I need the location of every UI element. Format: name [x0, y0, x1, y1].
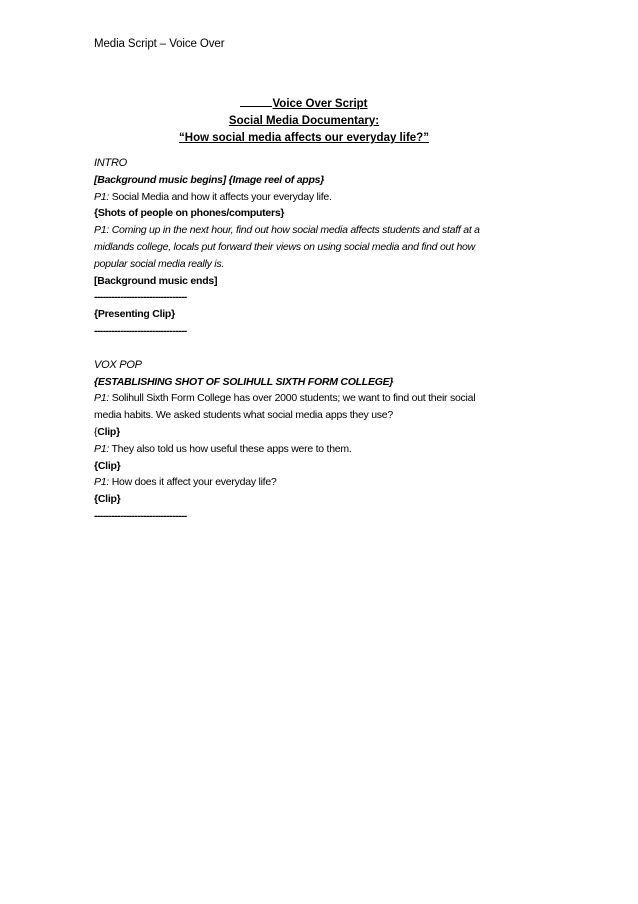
voxpop-p3-line: P1: How does it affect your everyday life?: [94, 476, 277, 489]
intro-p1-line: P1: Social Media and how it affects your everyday life.: [94, 190, 332, 203]
voxpop-cue-establishing-shot: {ESTABLISHING SHOT OF SOLIHULL SIXTH FORM COLLEGE}: [94, 375, 394, 388]
intro-cue-shots: {Shots of people on phones/computers}: [94, 207, 285, 220]
title-underline-lead: [240, 95, 272, 107]
voxpop-heading: VOX POP: [94, 358, 142, 371]
intro-divider-2: --------------------------------: [94, 324, 187, 337]
intro-cue-music-begins: [Background music begins] {Image reel of apps}: [94, 173, 325, 186]
voxpop-divider: --------------------------------: [94, 509, 187, 522]
page-header: Media Script – Voice Over: [94, 38, 225, 50]
title-line-1: Voice Over Script: [94, 95, 514, 113]
intro-p2-line-2: midlands college, locals put forward their views on using social media and find out how: [94, 240, 475, 253]
intro-heading: INTRO: [94, 157, 127, 169]
voxpop-clip-1: {Clip}: [94, 425, 120, 438]
voxpop-clip-3: {Clip}: [94, 493, 121, 506]
title-block: [94, 95, 514, 147]
title-line-2: Social Media Documentary:: [228, 115, 380, 127]
section-gap: [94, 340, 544, 357]
intro-p2-line-3: popular social media really is.: [94, 257, 224, 270]
title-line-3: “How social media affects our everyday life?”: [179, 132, 429, 144]
intro-divider-1: --------------------------------: [94, 291, 187, 304]
voxpop-clip-2: {Clip}: [94, 459, 121, 472]
voxpop-p1-line-1: P1: Solihull Sixth Form College has over 2000 students; we want to find out their social: [94, 392, 476, 405]
intro-cue-music-ends: [Background music ends]: [94, 274, 218, 287]
intro-p2-line-1: P1: Coming up in the next hour, find out how social media affects students and staff at a: [94, 224, 480, 237]
voxpop-p1-line-2: media habits. We asked students what social media apps they use?: [94, 409, 393, 422]
intro-cue-presenting-clip: {Presenting Clip}: [94, 308, 175, 321]
voxpop-p2-line: P1: They also told us how useful these apps were to them.: [94, 442, 352, 455]
script-body: [94, 155, 544, 525]
